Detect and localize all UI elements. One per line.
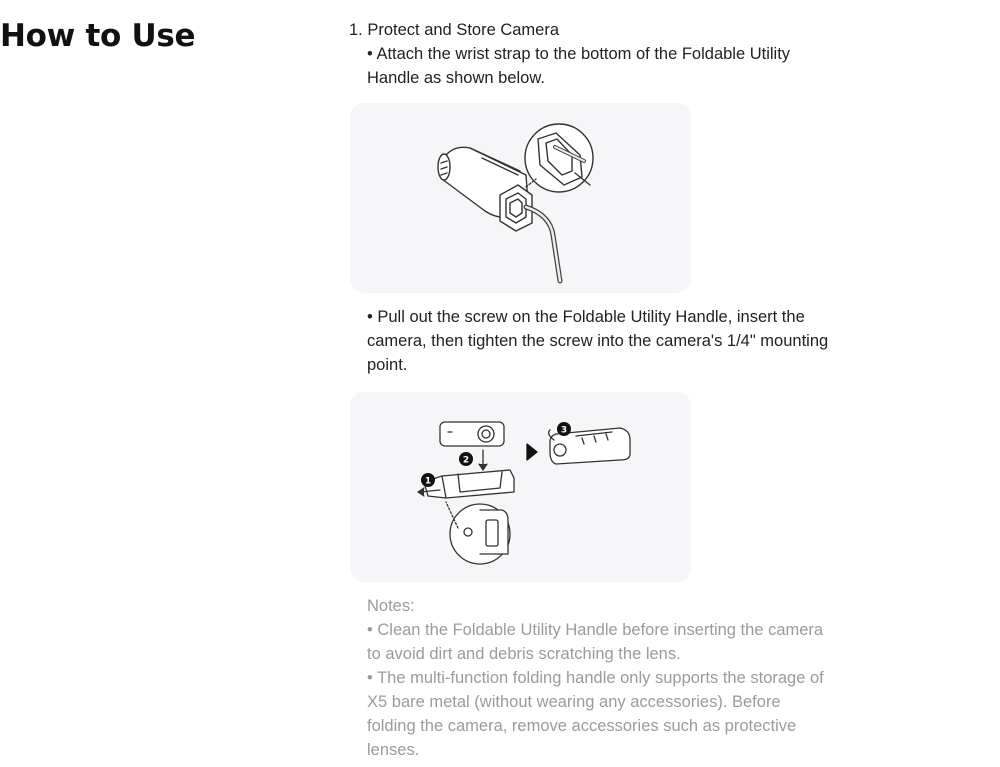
step-title: 1. Protect and Store Camera bbox=[349, 21, 560, 39]
notes bbox=[367, 594, 829, 762]
note-item-2: • The multi-function folding handle only supports the storage of X5 bare metal (without wearing any accessories). Before folding the camera, remove accessories such as protective lenses. bbox=[367, 669, 824, 759]
note-item-1: • Clean the Foldable Utility Handle before inserting the camera to avoid dirt and debris scratching the lens. bbox=[367, 621, 824, 663]
figure-wrist-strap bbox=[350, 103, 691, 293]
callout-1: 1 bbox=[424, 476, 432, 487]
figure-insert-camera bbox=[350, 392, 691, 582]
callout-3: 3 bbox=[560, 425, 568, 436]
notes-title: Notes: bbox=[367, 597, 415, 615]
step-bullet-2: • Pull out the screw on the Foldable Utility Handle, insert the camera, then tighten the screw into the camera's 1/4" mounting point. bbox=[367, 308, 829, 374]
wrist-strap-attach-illustration-icon bbox=[350, 103, 691, 293]
step-bullet-1: • Attach the wrist strap to the bottom of the Foldable Utility Handle as shown below. bbox=[367, 45, 791, 87]
camera-insert-illustration-icon bbox=[350, 392, 691, 582]
instructions bbox=[349, 18, 829, 762]
callout-2: 2 bbox=[462, 455, 470, 466]
page-title: How to Use bbox=[0, 18, 196, 54]
